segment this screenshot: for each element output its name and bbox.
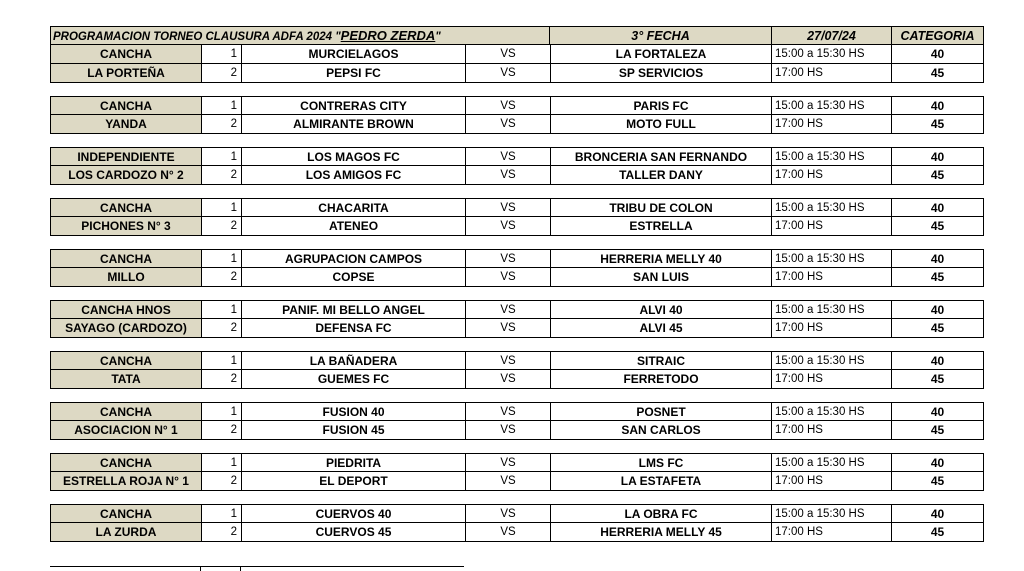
match-row	[50, 45, 984, 64]
venue-name: ASOCIACION N° 1	[50, 421, 202, 440]
match-number: 2	[202, 217, 242, 236]
venue-name: PICHONES N° 3	[50, 217, 202, 236]
match-category: 45	[892, 115, 984, 134]
match-time: 15:00 a 15:30 HS	[772, 300, 892, 319]
match-category: 45	[892, 370, 984, 389]
category-header: CATEGORIA	[892, 26, 984, 45]
venue-blocks	[50, 45, 984, 542]
match-number: 2	[202, 115, 242, 134]
match-number: 2	[202, 421, 242, 440]
away-team: ESTRELLA	[550, 217, 772, 236]
tournament-title	[50, 26, 550, 45]
match-category: 45	[892, 319, 984, 338]
match-time: 17:00 HS	[772, 370, 892, 389]
match-category: 45	[892, 421, 984, 440]
match-number: 1	[202, 198, 242, 217]
home-team: FUSION 40	[242, 402, 466, 421]
match-row	[50, 147, 984, 166]
vs-label: VS	[466, 370, 550, 389]
away-team: HERRERIA MELLY 45	[550, 523, 772, 542]
vs-label: VS	[466, 147, 550, 166]
match-time: 15:00 a 15:30 HS	[772, 453, 892, 472]
vs-label: VS	[466, 249, 550, 268]
match-category: 45	[892, 268, 984, 287]
away-team: LA ESTAFETA	[550, 472, 772, 491]
match-time: 15:00 a 15:30 HS	[772, 147, 892, 166]
match-row	[50, 319, 984, 338]
venue-name: CANCHA	[50, 198, 202, 217]
away-team: SAN CARLOS	[550, 421, 772, 440]
match-number: 1	[202, 300, 242, 319]
match-category: 45	[892, 64, 984, 83]
home-team: PANIF. MI BELLO ANGEL	[242, 300, 466, 319]
match-time: 15:00 a 15:30 HS	[772, 351, 892, 370]
match-row	[50, 64, 984, 83]
venue-block	[50, 249, 984, 287]
match-number: 1	[202, 96, 242, 115]
match-category: 45	[892, 523, 984, 542]
match-number: 2	[202, 166, 242, 185]
away-team: PARIS FC	[550, 96, 772, 115]
venue-block	[50, 300, 984, 338]
match-row	[50, 472, 984, 491]
vs-label: VS	[466, 96, 550, 115]
match-number: 2	[202, 523, 242, 542]
vs-label: VS	[466, 115, 550, 134]
next-table-edge	[50, 566, 464, 571]
home-team: CONTRERAS CITY	[242, 96, 466, 115]
home-team: CUERVOS 45	[242, 523, 466, 542]
home-team: EL DEPORT	[242, 472, 466, 491]
match-number: 2	[202, 472, 242, 491]
home-team: MURCIELAGOS	[242, 45, 466, 64]
home-team: ATENEO	[242, 217, 466, 236]
match-category: 45	[892, 217, 984, 236]
away-team: FERRETODO	[550, 370, 772, 389]
match-row	[50, 421, 984, 440]
match-category: 40	[892, 96, 984, 115]
match-time: 17:00 HS	[772, 268, 892, 287]
match-row	[50, 268, 984, 287]
venue-block	[50, 402, 984, 440]
vs-label: VS	[466, 504, 550, 523]
venue-name: CANCHA	[50, 249, 202, 268]
venue-name: LOS CARDOZO N° 2	[50, 166, 202, 185]
away-team: ALVI 45	[550, 319, 772, 338]
match-number: 1	[202, 402, 242, 421]
match-row	[50, 198, 984, 217]
vs-label: VS	[466, 453, 550, 472]
vs-label: VS	[466, 319, 550, 338]
venue-name: MILLO	[50, 268, 202, 287]
match-row	[50, 300, 984, 319]
venue-name: SAYAGO (CARDOZO)	[50, 319, 202, 338]
venue-block	[50, 504, 984, 542]
venue-name: LA PORTEÑA	[50, 64, 202, 83]
away-team: SP SERVICIOS	[550, 64, 772, 83]
match-category: 40	[892, 45, 984, 64]
venue-name: ESTRELLA ROJA N° 1	[50, 472, 202, 491]
vs-label: VS	[466, 64, 550, 83]
venue-block	[50, 96, 984, 134]
match-category: 40	[892, 453, 984, 472]
match-time: 15:00 a 15:30 HS	[772, 249, 892, 268]
away-team: SITRAIC	[550, 351, 772, 370]
venue-block	[50, 351, 984, 389]
match-time: 17:00 HS	[772, 523, 892, 542]
home-team: COPSE	[242, 268, 466, 287]
venue-block	[50, 45, 984, 83]
away-team: TALLER DANY	[550, 166, 772, 185]
round-label: 3° FECHA	[550, 26, 772, 45]
away-team: LA FORTALEZA	[550, 45, 772, 64]
match-number: 1	[202, 45, 242, 64]
match-time: 15:00 a 15:30 HS	[772, 504, 892, 523]
match-number: 1	[202, 351, 242, 370]
away-team: SAN LUIS	[550, 268, 772, 287]
venue-block	[50, 198, 984, 236]
match-time: 17:00 HS	[772, 166, 892, 185]
home-team: CHACARITA	[242, 198, 466, 217]
vs-label: VS	[466, 166, 550, 185]
venue-name: YANDA	[50, 115, 202, 134]
match-category: 40	[892, 504, 984, 523]
home-team: LOS AMIGOS FC	[242, 166, 466, 185]
schedule-sheet	[50, 26, 984, 542]
home-team: LOS MAGOS FC	[242, 147, 466, 166]
home-team: LA BAÑADERA	[242, 351, 466, 370]
home-team: PIEDRITA	[242, 453, 466, 472]
vs-label: VS	[466, 421, 550, 440]
vs-label: VS	[466, 45, 550, 64]
venue-name: CANCHA	[50, 402, 202, 421]
venue-name: INDEPENDIENTE	[50, 147, 202, 166]
away-team: TRIBU DE COLON	[550, 198, 772, 217]
home-team: DEFENSA FC	[242, 319, 466, 338]
match-date: 27/07/24	[772, 26, 892, 45]
match-row	[50, 217, 984, 236]
away-team: ALVI 40	[550, 300, 772, 319]
venue-name: CANCHA	[50, 96, 202, 115]
match-row	[50, 504, 984, 523]
vs-label: VS	[466, 198, 550, 217]
match-category: 40	[892, 147, 984, 166]
match-number: 2	[202, 64, 242, 83]
match-row	[50, 453, 984, 472]
match-category: 45	[892, 472, 984, 491]
match-category: 45	[892, 166, 984, 185]
match-number: 2	[202, 370, 242, 389]
match-time: 17:00 HS	[772, 319, 892, 338]
home-team: PEPSI FC	[242, 64, 466, 83]
home-team: AGRUPACION CAMPOS	[242, 249, 466, 268]
vs-label: VS	[466, 472, 550, 491]
venue-name: CANCHA	[50, 351, 202, 370]
match-time: 17:00 HS	[772, 472, 892, 491]
venue-name: LA ZURDA	[50, 523, 202, 542]
away-team: POSNET	[550, 402, 772, 421]
away-team: HERRERIA MELLY 40	[550, 249, 772, 268]
venue-block	[50, 453, 984, 491]
home-team: ALMIRANTE BROWN	[242, 115, 466, 134]
match-row	[50, 351, 984, 370]
vs-label: VS	[466, 300, 550, 319]
match-number: 1	[202, 249, 242, 268]
match-time: 17:00 HS	[772, 217, 892, 236]
vs-label: VS	[466, 268, 550, 287]
match-time: 15:00 a 15:30 HS	[772, 96, 892, 115]
venue-name: CANCHA	[50, 45, 202, 64]
match-category: 40	[892, 351, 984, 370]
match-category: 40	[892, 300, 984, 319]
venue-name: CANCHA HNOS	[50, 300, 202, 319]
match-row	[50, 96, 984, 115]
match-row	[50, 166, 984, 185]
match-number: 2	[202, 268, 242, 287]
match-number: 1	[202, 147, 242, 166]
away-team: LA OBRA FC	[550, 504, 772, 523]
home-team: CUERVOS 40	[242, 504, 466, 523]
title-prefix: PROGRAMACION TORNEO CLAUSURA ADFA 2024 "	[53, 31, 341, 43]
match-category: 40	[892, 249, 984, 268]
match-time: 15:00 a 15:30 HS	[772, 45, 892, 64]
match-time: 17:00 HS	[772, 421, 892, 440]
match-row	[50, 523, 984, 542]
home-team: GUEMES FC	[242, 370, 466, 389]
match-number: 1	[202, 453, 242, 472]
title-suffix: "	[435, 31, 441, 43]
match-row	[50, 249, 984, 268]
venue-name: TATA	[50, 370, 202, 389]
away-team: MOTO FULL	[550, 115, 772, 134]
vs-label: VS	[466, 523, 550, 542]
venue-block	[50, 147, 984, 185]
header-row	[50, 26, 984, 45]
venue-name: CANCHA	[50, 504, 202, 523]
match-number: 1	[202, 504, 242, 523]
match-category: 40	[892, 402, 984, 421]
match-time: 15:00 a 15:30 HS	[772, 198, 892, 217]
match-number: 2	[202, 319, 242, 338]
vs-label: VS	[466, 402, 550, 421]
match-time: 15:00 a 15:30 HS	[772, 402, 892, 421]
match-time: 17:00 HS	[772, 64, 892, 83]
vs-label: VS	[466, 217, 550, 236]
home-team: FUSION 45	[242, 421, 466, 440]
venue-name: CANCHA	[50, 453, 202, 472]
title-honoree: PEDRO ZERDA	[340, 28, 436, 43]
away-team: LMS FC	[550, 453, 772, 472]
match-row	[50, 370, 984, 389]
match-row	[50, 402, 984, 421]
match-category: 40	[892, 198, 984, 217]
vs-label: VS	[466, 351, 550, 370]
away-team: BRONCERIA SAN FERNANDO	[550, 147, 772, 166]
match-row	[50, 115, 984, 134]
match-time: 17:00 HS	[772, 115, 892, 134]
